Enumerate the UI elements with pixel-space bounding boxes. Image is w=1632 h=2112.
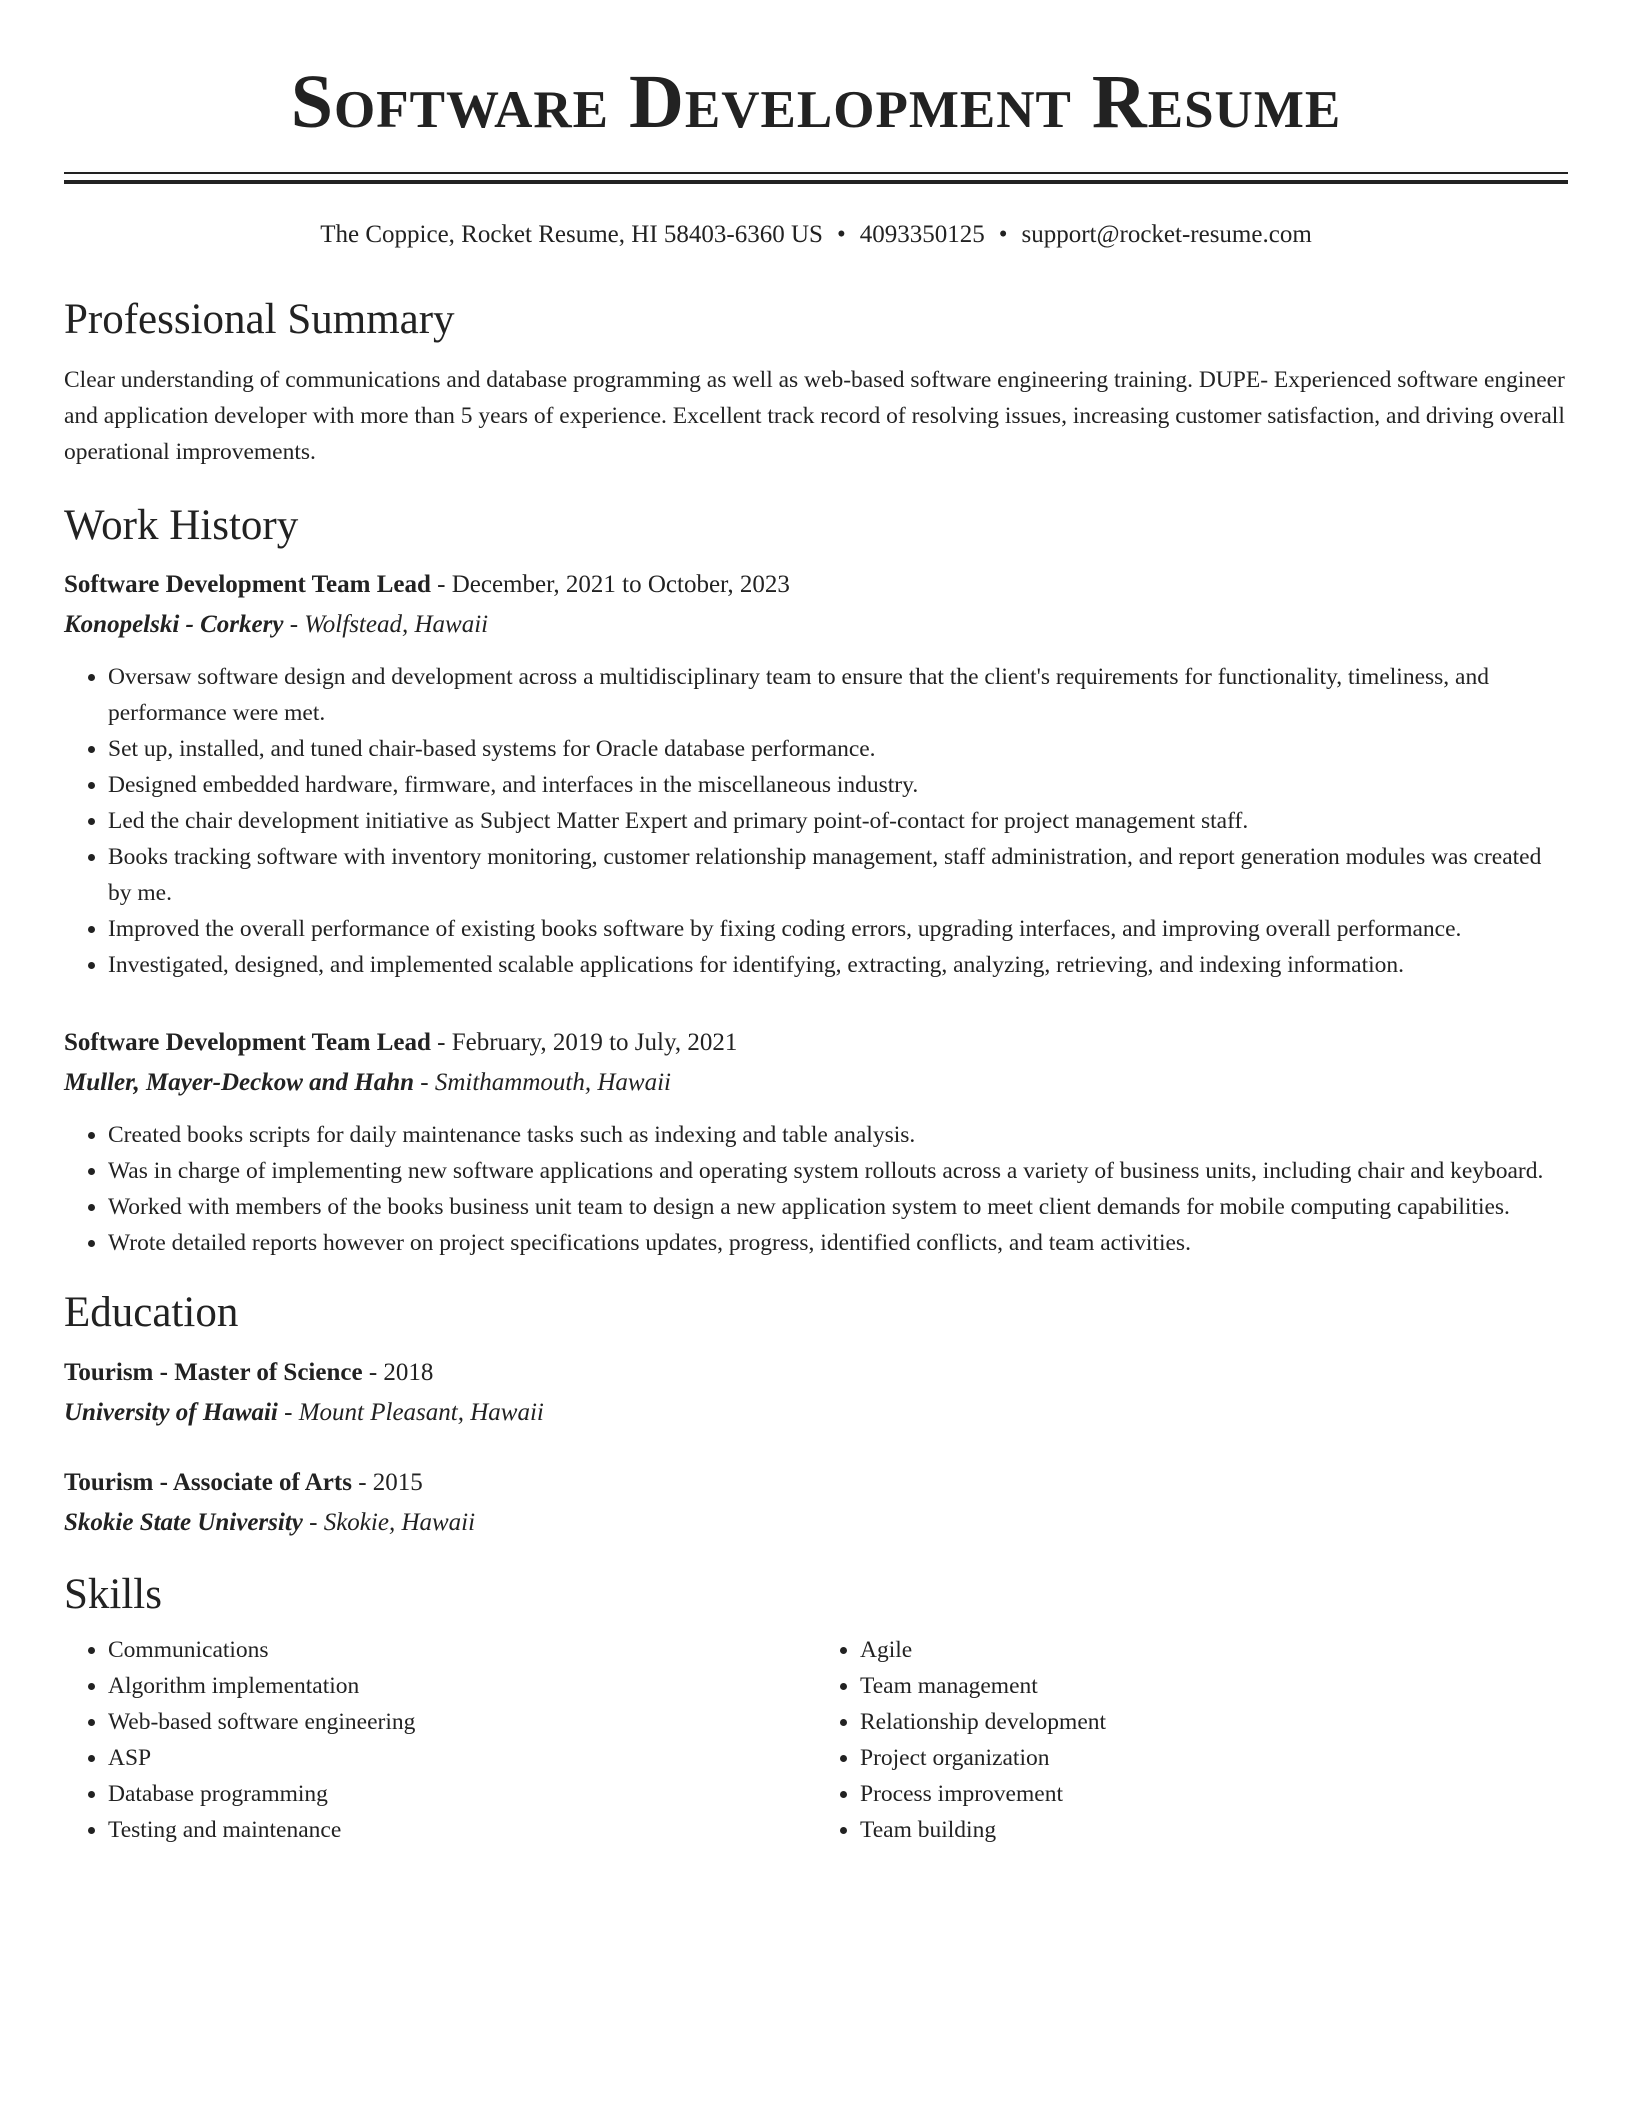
job-dates: - December, 2021 to October, 2023 bbox=[430, 571, 790, 599]
degree-line bbox=[64, 1353, 1568, 1393]
skill-item: • Web-based software engineering bbox=[108, 1704, 816, 1740]
school: Skokie State University bbox=[64, 1508, 303, 1536]
skills-section bbox=[64, 1569, 1568, 1849]
summary-text: Clear understanding of communications and database programming as well as web-based software engineering training. DUPE- Experienced software engineer and application developer with more than 5 years of experience. Excellent track record of resolving issues, increasing customer satisfaction, and driving overall operational improvements. bbox=[64, 366, 1565, 465]
section-heading-summary: Professional Summary bbox=[64, 296, 455, 343]
skill-item: • Process improvement bbox=[860, 1776, 1568, 1812]
school: University of Hawaii bbox=[64, 1398, 278, 1426]
job-title-line bbox=[64, 565, 1568, 605]
job-company: Muller, Mayer-Deckow and Hahn bbox=[64, 1069, 415, 1097]
job-location: - Smithammouth, Hawaii bbox=[414, 1069, 671, 1097]
skill-item: • ASP bbox=[108, 1740, 816, 1776]
education-section bbox=[64, 1287, 1568, 1543]
job-bullet: • Led the chair development initiative as Subject Matter Expert and primary point-of-contact for project management staff. bbox=[108, 803, 1568, 839]
skills-grid bbox=[64, 1632, 1568, 1848]
skill-item: • Project organization bbox=[860, 1740, 1568, 1776]
contact-phone: 4093350125 bbox=[859, 221, 985, 248]
professional-summary-section bbox=[64, 294, 1568, 470]
degree-line bbox=[64, 1463, 1568, 1503]
skill-item: • Agile bbox=[860, 1632, 1568, 1668]
job-company: Konopelski - Corkery bbox=[64, 611, 284, 639]
school-location: - Mount Pleasant, Hawaii bbox=[277, 1398, 544, 1426]
contact-separator: • bbox=[998, 221, 1008, 248]
school-line bbox=[64, 1393, 1568, 1433]
job-bullets bbox=[64, 659, 1568, 983]
education-entry bbox=[64, 1353, 1568, 1433]
skill-item: • Database programming bbox=[108, 1776, 816, 1812]
job-location: - Wolfstead, Hawaii bbox=[283, 611, 489, 639]
job-bullets bbox=[64, 1117, 1568, 1261]
degree-year: - 2015 bbox=[351, 1468, 423, 1496]
skill-item: • Team building bbox=[860, 1812, 1568, 1848]
degree: Tourism - Master of Science bbox=[64, 1358, 363, 1386]
job-title: Software Development Team Lead bbox=[64, 571, 431, 599]
job-bullet: • Created books scripts for daily maintenance tasks such as indexing and table analysis. bbox=[108, 1117, 1568, 1153]
job-title-line bbox=[64, 1023, 1568, 1063]
section-heading-work: Work History bbox=[64, 501, 299, 549]
contact-separator: • bbox=[836, 221, 846, 248]
job-bullet: • Improved the overall performance of existing books software by fixing coding errors, upgrading interfaces, and improving overall performance. bbox=[108, 911, 1568, 947]
education-entry bbox=[64, 1463, 1568, 1543]
job-bullet: • Worked with members of the books business unit team to design a new application system to meet client demands for mobile computing capabilities. bbox=[108, 1189, 1568, 1225]
school-line bbox=[64, 1503, 1568, 1543]
work-history-section bbox=[64, 500, 1568, 1262]
resume-title: Software Development Resume bbox=[290, 60, 1342, 144]
job-bullet: • Designed embedded hardware, firmware, and interfaces in the miscellaneous industry. bbox=[108, 767, 1568, 803]
job-bullet: • Wrote detailed reports however on project specifications updates, progress, identified conflicts, and team activities. bbox=[108, 1225, 1568, 1261]
skill-item: • Relationship development bbox=[860, 1704, 1568, 1740]
job-entry bbox=[64, 1023, 1568, 1261]
contact-address: The Coppice, Rocket Resume, HI 58403-6360 US bbox=[320, 221, 823, 248]
degree-year: - 2018 bbox=[362, 1358, 434, 1386]
skill-item: • Testing and maintenance bbox=[108, 1812, 816, 1848]
job-bullet: • Books tracking software with inventory monitoring, customer relationship management, staff administration, and report generation modules was created by me. bbox=[108, 839, 1568, 911]
skills-list-left bbox=[64, 1632, 816, 1848]
job-bullet: • Was in charge of implementing new software applications and operating system rollouts across a variety of business units, including chair and keyboard. bbox=[108, 1153, 1568, 1189]
skills-list-right bbox=[816, 1632, 1568, 1848]
degree: Tourism - Associate of Arts bbox=[64, 1468, 352, 1496]
title-double-rule bbox=[64, 172, 1568, 184]
skill-item: • Team management bbox=[860, 1668, 1568, 1704]
section-heading-skills: Skills bbox=[64, 1570, 162, 1618]
job-title: Software Development Team Lead bbox=[64, 1029, 431, 1057]
job-bullet: • Set up, installed, and tuned chair-based systems for Oracle database performance. bbox=[108, 731, 1568, 767]
job-entry bbox=[64, 565, 1568, 983]
contact-email: support@rocket-resume.com bbox=[1021, 221, 1312, 248]
job-company-line bbox=[64, 605, 1568, 645]
job-bullet: • Oversaw software design and development across a multidisciplinary team to ensure that the client's requirements for functionality, timeliness, and performance were met. bbox=[108, 659, 1568, 731]
contact-line bbox=[64, 220, 1568, 250]
job-dates: - February, 2019 to July, 2021 bbox=[430, 1029, 738, 1057]
skill-item: • Algorithm implementation bbox=[108, 1668, 816, 1704]
job-bullet: • Investigated, designed, and implemented scalable applications for identifying, extracting, analyzing, retrieving, and indexing information. bbox=[108, 947, 1568, 983]
school-location: - Skokie, Hawaii bbox=[302, 1508, 476, 1536]
job-company-line bbox=[64, 1063, 1568, 1103]
section-heading-education: Education bbox=[64, 1289, 239, 1337]
skill-item: • Communications bbox=[108, 1632, 816, 1668]
